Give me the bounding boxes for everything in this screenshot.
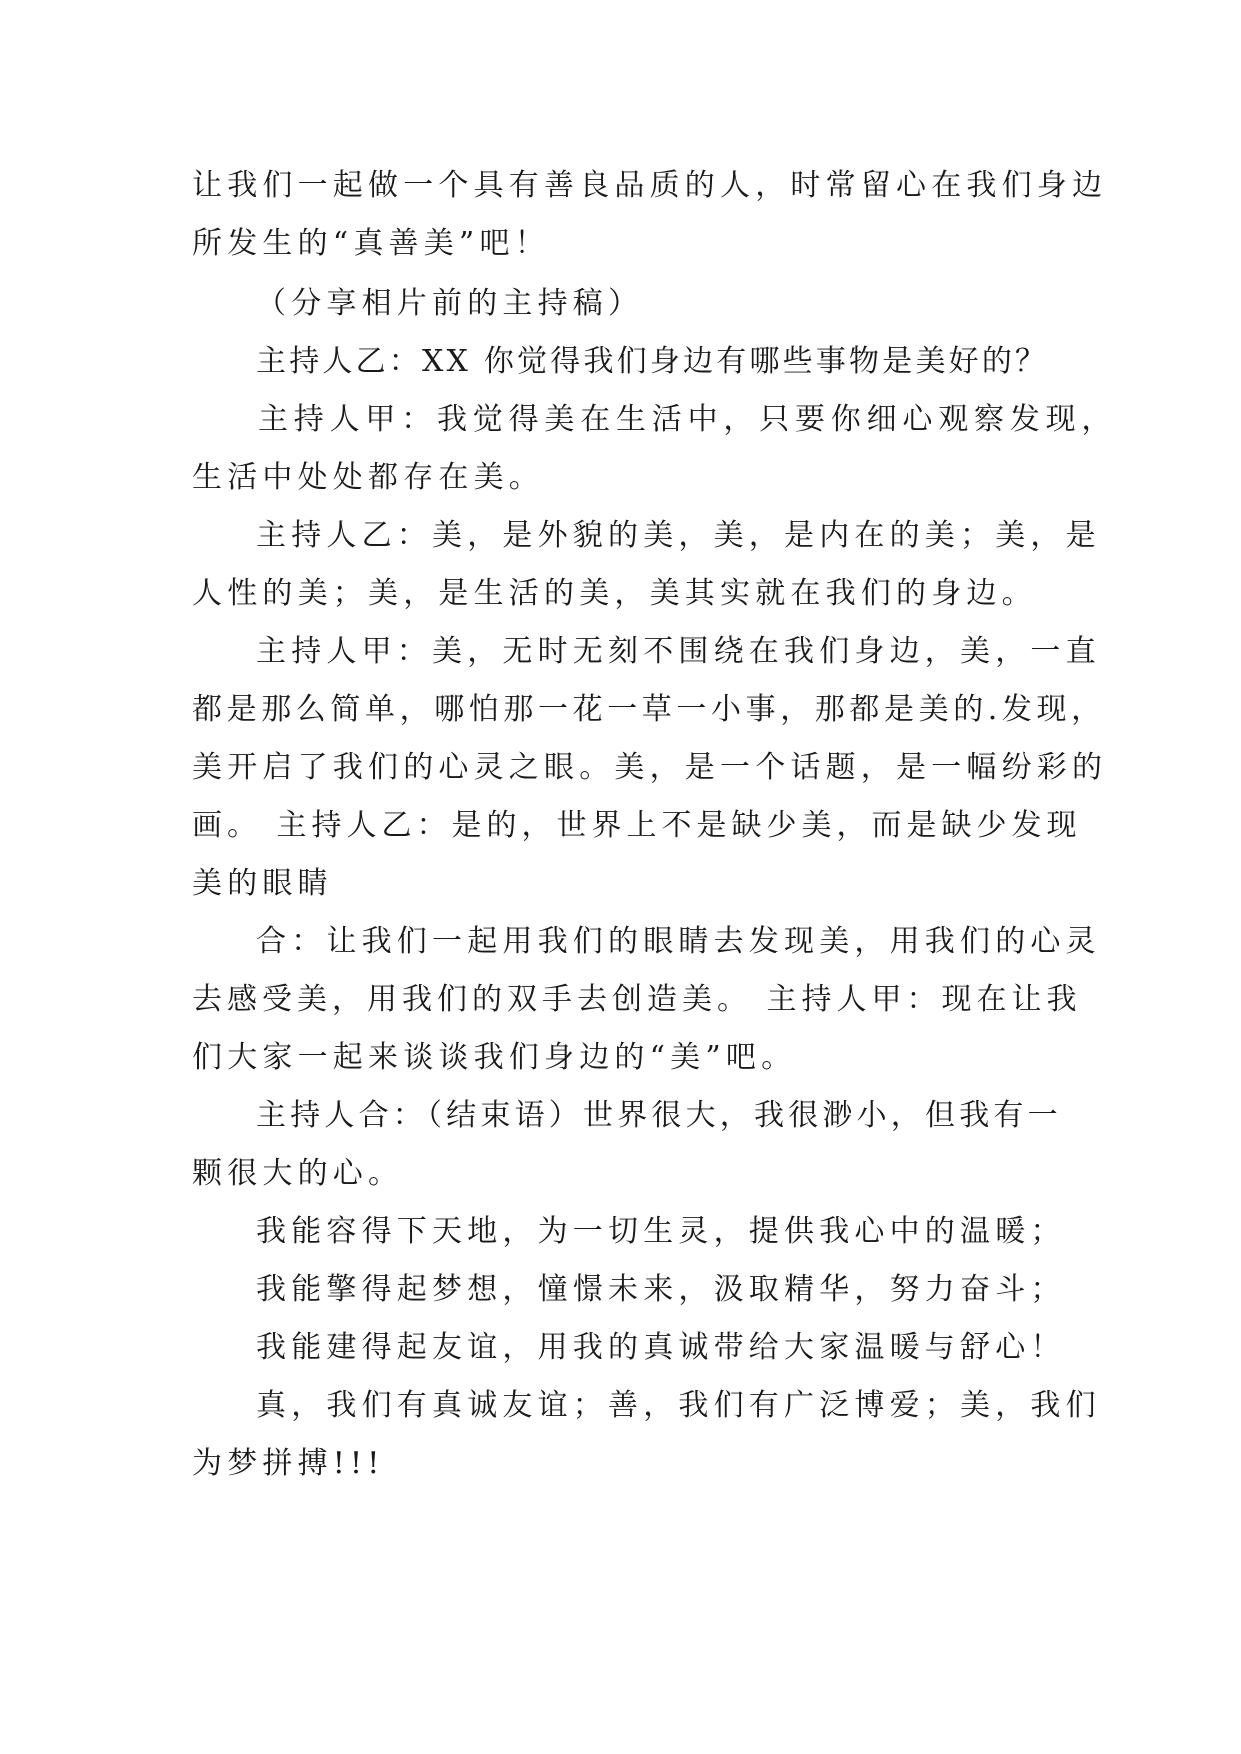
text-line: 生活中处处都存在美。 bbox=[192, 460, 544, 495]
text-line: 画。 主持人乙：是的，世界上不是缺少美，而是缺少发现 bbox=[192, 808, 1082, 843]
text-line: 都是那么简单，哪怕那一花一草一小事，那都是美的.发现， bbox=[192, 692, 1106, 727]
text-line: 们大家一起来谈谈我们身边的“美”吧。 bbox=[192, 1040, 797, 1075]
text-line: 真，我们有真诚友谊；善，我们有广泛博爱；美，我们 bbox=[256, 1388, 1101, 1423]
text-line: 美开启了我们的心灵之眼。美，是一个话题，是一幅纷彩的 bbox=[192, 750, 1108, 785]
text-line: 我能容得下天地，为一切生灵，提供我心中的温暖； bbox=[256, 1214, 1066, 1249]
text-line: 颗很大的心。 bbox=[192, 1156, 404, 1191]
text-line: 主持人甲：我觉得美在生活中，只要你细心观察发现， bbox=[258, 402, 1118, 437]
text-line: 为梦拼搏!!! bbox=[192, 1446, 385, 1481]
text-line: 合：让我们一起用我们的眼睛去发现美，用我们的心灵 bbox=[256, 924, 1101, 959]
text-line: 去感受美，用我们的双手去创造美。 主持人甲：现在让我 bbox=[192, 982, 1082, 1017]
text-line: 美的眼睛 bbox=[192, 866, 333, 901]
text-line: 我能擎得起梦想，憧憬未来，汲取精华，努力奋斗； bbox=[256, 1272, 1066, 1307]
text-line: 主持人乙：美，是外貌的美，美，是内在的美；美，是 bbox=[256, 518, 1101, 553]
text-line: 人性的美；美，是生活的美，美其实就在我们的身边。 bbox=[192, 576, 1037, 611]
text-line: 主持人合：（结束语）世界很大，我很渺小，但我有一 bbox=[256, 1098, 1062, 1133]
text-line: 主持人甲：美，无时无刻不围绕在我们身边，美，一直 bbox=[256, 634, 1101, 669]
text-line: 所发生的“真善美”吧！ bbox=[192, 226, 550, 261]
text-line: 主持人乙：XX 你觉得我们身边有哪些事物是美好的？ bbox=[256, 344, 1049, 379]
text-line: 让我们一起做一个具有善良品质的人，时常留心在我们身边 bbox=[192, 168, 1108, 203]
text-line: 我能建得起友谊，用我的真诚带给大家温暖与舒心！ bbox=[256, 1330, 1066, 1365]
section-note: （分享相片前的主持稿） bbox=[256, 286, 644, 321]
